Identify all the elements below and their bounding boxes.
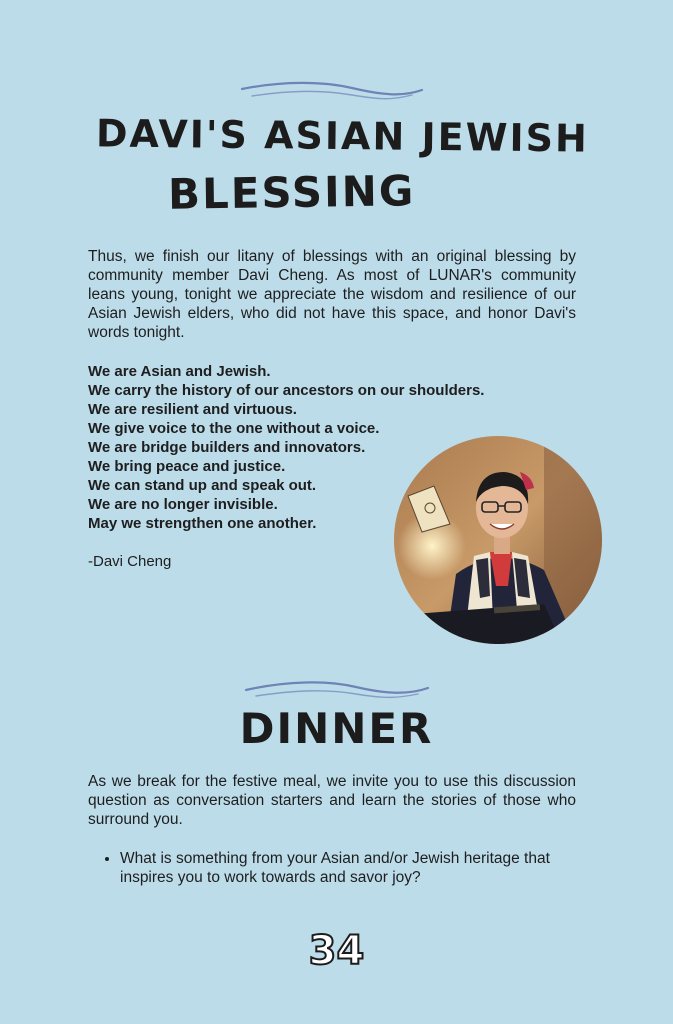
section-title-line2: BLESSING (167, 166, 416, 219)
blessing-line: We are bridge builders and innovators. (88, 439, 366, 456)
wave-divider-icon (0, 676, 673, 706)
blessing-author: -Davi Cheng (88, 553, 172, 570)
blessing-line: We bring peace and justice. (88, 458, 286, 475)
section-title-line1: DAVI'S ASIAN JEWISH (95, 111, 590, 161)
discussion-questions (100, 849, 600, 887)
blessing-line: May we strengthen one another. (88, 515, 317, 532)
blessing-line: We are resilient and virtuous. (88, 401, 297, 418)
dinner-paragraph: As we break for the festive meal, we invite you to use this discussion question as conversation starters and learn the stories of those who surround you. (88, 773, 576, 828)
blessing-line: We carry the history of our ancestors on our shoulders. (88, 382, 485, 399)
blessing-line: We are Asian and Jewish. (88, 363, 271, 380)
page-number: 34 (308, 928, 365, 974)
portrait-photo (394, 436, 602, 644)
blessing-line: We can stand up and speak out. (88, 477, 317, 494)
question-item: • What is something from your Asian and/or Jewish heritage that inspires you to work towards and savor joy? (120, 849, 600, 887)
blessing-line: We are no longer invisible. (88, 496, 278, 513)
intro-paragraph: Thus, we finish our litany of blessings with an original blessing by community member Davi Cheng. As most of LUNAR's community leans young, tonight we appreciate the wisdom and resilience of our Asian Jewish elders, who did not have this space, and honor Davi's words tonight. (88, 248, 576, 341)
wave-divider-icon (0, 78, 673, 108)
dinner-title: DINNER (239, 704, 434, 753)
blessing-line: We give voice to the one without a voice. (88, 420, 380, 437)
